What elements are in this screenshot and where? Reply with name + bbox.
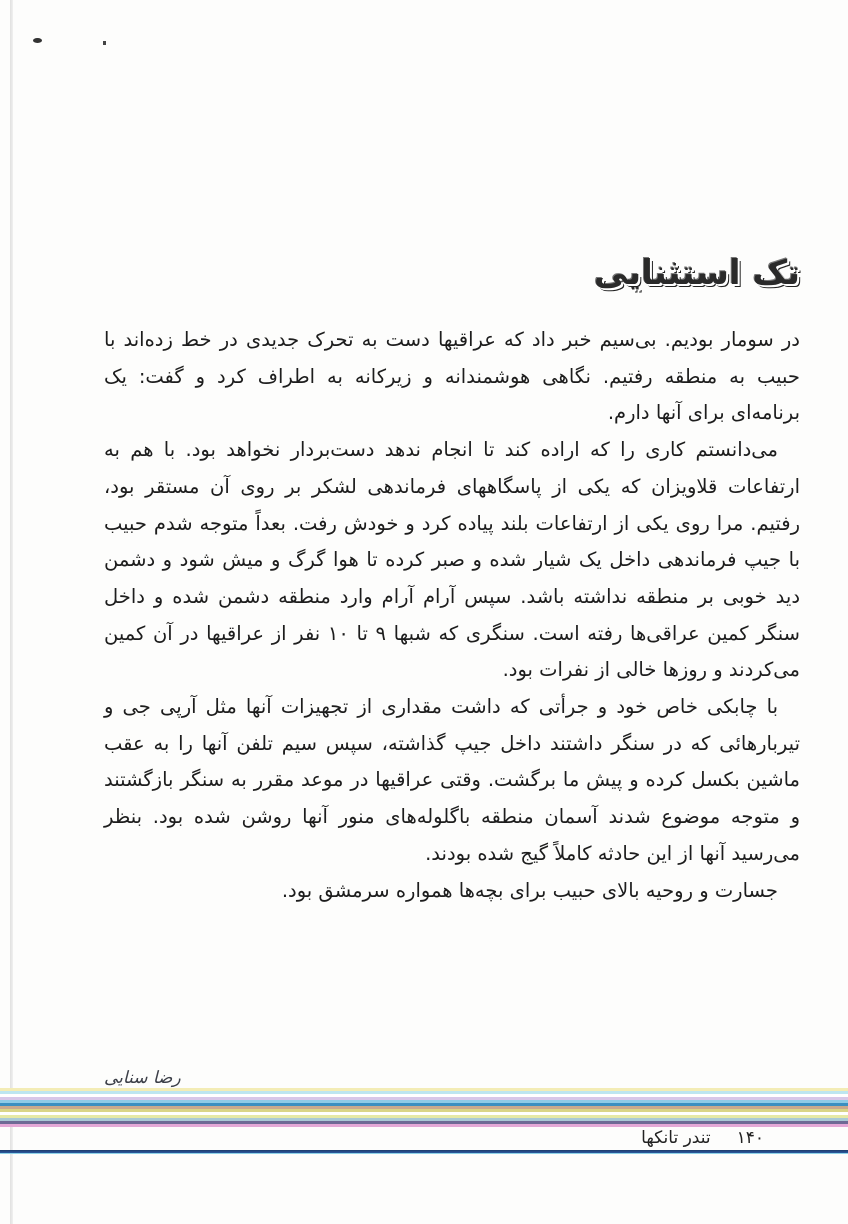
book-title: تندر تانکها	[641, 1128, 711, 1148]
paragraph: با چابکی خاص خود و جرأتی که داشت مقداری از تجهیزات آنها مثل آرپی جی و تیربارهائی که در سنگر داشتند داخل جیپ گذاشته، سپس سیم تلفن آنها را به عقب ماشین بکسل کرده و پیش ما برگشت. وقتی عراقیها در موعد مقرر به سنگر بازگشتند و متوجه موضوع شدند آسمان منطقه باگلوله‌های منور آنها روشن شده بود. بنظر می‌رسید آنها از این حادثه کاملاً گیج شده بودند.	[104, 695, 800, 865]
decorative-stripes	[0, 1088, 848, 1130]
stripe-line	[0, 1124, 848, 1127]
footer-rule-highlight	[0, 1153, 848, 1154]
chapter-title: تک استثنایی	[593, 252, 800, 293]
paragraph: می‌دانستم کاری را که اراده کند تا انجام ندهد دست‌بردار نخواهد بود. با هم به ارتفاعات قلاویزان که یکی از پاسگاههای فرماندهی لشکر بر روی آن مستقر بود، رفتیم. مرا روی یکی از ارتفاعات بلند پیاده کرد و خودش رفت. بعداً متوجه شدم حبیب با جیپ فرماندهی داخل یک شیار شده و صبر کرده تا هوا گرگ و میش شود و دشمن دید خوبی بر منطقه نداشته باشد. سپس آرام آرام وارد منطقه دشمن شده و داخل سنگر کمین عراقی‌ها رفته است. سنگری که شبها ۹ تا ۱۰ نفر از عراقیها در آن کمین می‌کردند و روزها خالی از نفرات بود.	[104, 438, 800, 682]
page-footer	[641, 1128, 764, 1148]
scan-speck	[103, 41, 106, 45]
paragraph: در سومار بودیم. بی‌سیم خبر داد که عراقیها دست به تحرک جدیدی در خط زده‌اند با حبیب به منطقه رفتیم. نگاهی هوشمندانه و زیرکانه به اطراف کرد و گفت: یک برنامه‌ای برای آنها دارم.	[104, 328, 800, 425]
paragraph: جسارت و روحیه بالای حبیب برای بچه‌ها همواره سرمشق بود.	[281, 878, 778, 902]
page-number: ۱۴۰	[736, 1128, 764, 1148]
scan-edge	[10, 0, 13, 1224]
scan-speck	[33, 38, 42, 43]
body-text	[104, 322, 800, 909]
author-signature: رضا سنایی	[104, 1068, 181, 1088]
